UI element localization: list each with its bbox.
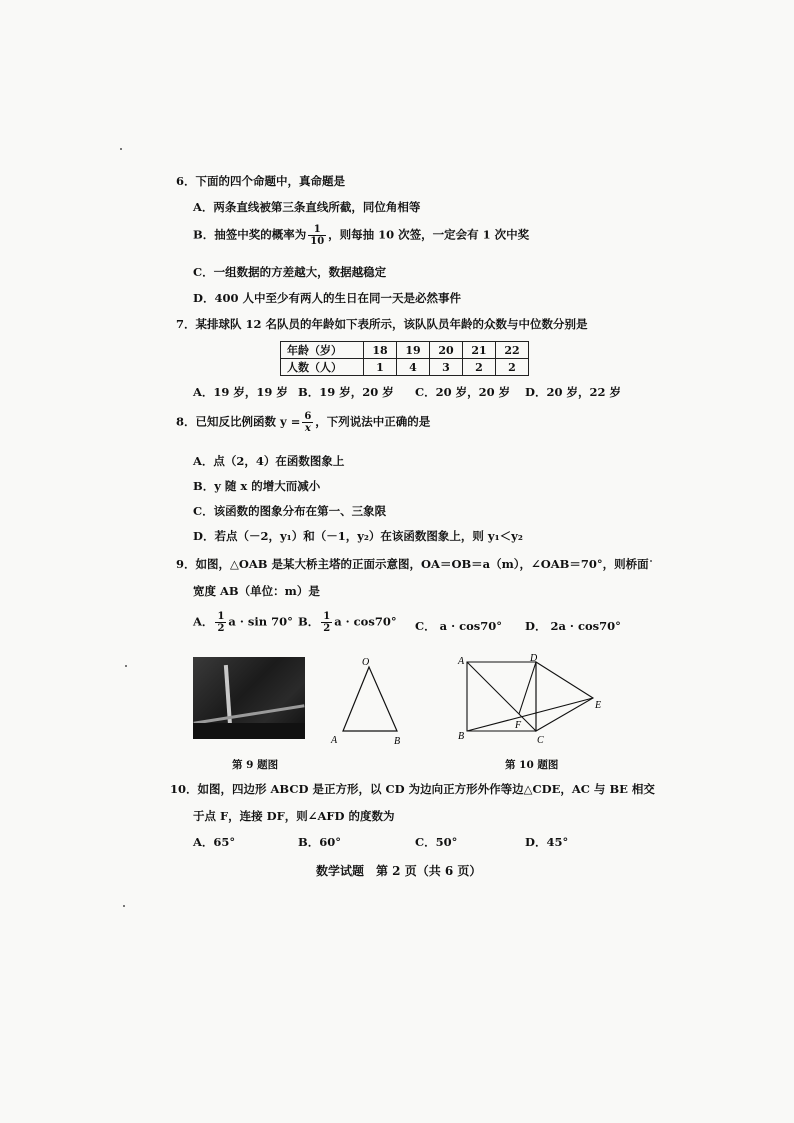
table-row — [281, 359, 529, 376]
point-label-d: D — [530, 653, 538, 664]
q6-option-b-post: ，则每抽 10 次签，一定会有 1 次中奖 — [328, 227, 530, 242]
table-cell: 3 — [430, 359, 463, 376]
table-header-count: 人数（人） — [281, 359, 364, 376]
q10-option-d: D．45° — [525, 835, 569, 849]
table-cell: 19 — [397, 342, 430, 359]
q10-option-c: C．50° — [415, 835, 458, 849]
table-cell: 4 — [397, 359, 430, 376]
point-label-e: E — [595, 700, 602, 711]
table-cell: 21 — [463, 342, 496, 359]
q10-stem-line2: 于点 F，连接 DF，则∠AFD 的度数为 — [193, 809, 395, 823]
table-cell: 2 — [463, 359, 496, 376]
point-label-o: O — [362, 657, 370, 668]
q10-stem-line1: 10．如图，四边形 ABCD 是正方形，以 CD 为边向正方形外作等边△CDE，AC 与 BE 相交 — [170, 782, 655, 796]
triangle-oab — [343, 667, 397, 731]
point-label-a: A — [458, 656, 465, 667]
q7-option-a: A．19 岁，19 岁 — [193, 385, 288, 399]
point-label-c: C — [537, 735, 544, 746]
q9-option-a-label: A． — [193, 614, 214, 629]
fig10-caption: 第 10 题图 — [505, 759, 559, 771]
line-be — [467, 698, 593, 731]
point-label-f: F — [515, 720, 522, 731]
point-label-b: B — [458, 731, 465, 742]
table-row — [281, 342, 529, 359]
line-ac — [467, 662, 536, 731]
q7-option-d: D．20 岁，22 岁 — [525, 385, 621, 399]
q9-option-b — [298, 611, 397, 634]
q6-option-c: C．一组数据的方差越大，数据越稳定 — [193, 265, 387, 279]
table-cell: 1 — [364, 359, 397, 376]
scan-speck — [120, 148, 122, 150]
q6-stem: 6．下面的四个命题中，真命题是 — [176, 174, 345, 188]
line-df — [519, 662, 536, 714]
q9-stem-line2: 宽度 AB（单位：m）是 — [193, 584, 320, 598]
q7-age-table — [280, 341, 529, 376]
q8-stem-post: ，下列说法中正确的是 — [315, 414, 431, 429]
q9-option-b-fraction: $\frac{1}{2}$ — [323, 611, 331, 634]
q9-option-d: D． 2a · cos70° — [525, 619, 621, 633]
table-cell: 18 — [364, 342, 397, 359]
q9-option-a — [193, 611, 293, 634]
q7-option-b: B．19 岁，20 岁 — [298, 385, 394, 399]
scan-speck — [650, 560, 652, 562]
q7-stem: 7．某排球队 12 名队员的年龄如下表所示，该队队员年龄的众数与中位数分别是 — [176, 317, 588, 331]
q6-fraction: $\frac{1}{10}$ — [310, 224, 325, 247]
q9-option-b-expr: a · cos70° — [334, 614, 397, 629]
q6-option-b-pre: B．抽签中奖的概率为 — [193, 227, 307, 242]
q9-option-a-expr: a · sin 70° — [228, 614, 293, 629]
q6-option-b — [193, 224, 529, 247]
bridge-tower-photo — [193, 657, 305, 739]
fig10-square-diagram — [455, 652, 610, 747]
table-cell: 22 — [496, 342, 529, 359]
table-header-age: 年龄（岁） — [281, 342, 364, 359]
q8-option-a: A．点（2，4）在函数图象上 — [193, 454, 345, 468]
scan-speck — [125, 665, 127, 667]
q8-fraction: $\frac{6}{x}$ — [304, 411, 312, 434]
q8-stem-pre: 8．已知反比例函数 y = — [176, 414, 301, 429]
q6-option-a: A．两条直线被第三条直线所截，同位角相等 — [193, 200, 421, 214]
fig9-caption: 第 9 题图 — [232, 759, 279, 771]
q8-stem — [176, 411, 430, 434]
triangle-cde — [536, 662, 593, 731]
q7-option-c: C．20 岁，20 岁 — [415, 385, 511, 399]
point-label-a: A — [331, 735, 338, 746]
page-footer: 数学试题 第 2 页（共 6 页） — [316, 864, 482, 878]
q8-option-b: B．y 随 x 的增大而减小 — [193, 479, 321, 493]
q8-option-d: D．若点（－2，y₁）和（－1，y₂）在该函数图象上，则 y₁＜y₂ — [193, 529, 523, 543]
table-cell: 20 — [430, 342, 463, 359]
fig9-triangle-diagram — [330, 655, 410, 747]
q10-option-b: B．60° — [298, 835, 341, 849]
scan-speck — [123, 905, 125, 907]
q10-option-a: A．65° — [193, 835, 236, 849]
q9-option-c: C． a · cos70° — [415, 619, 503, 633]
q6-option-d: D．400 人中至少有两人的生日在同一天是必然事件 — [193, 291, 461, 305]
q9-option-a-fraction: $\frac{1}{2}$ — [217, 611, 225, 634]
q8-option-c: C．该函数的图象分布在第一、三象限 — [193, 504, 387, 518]
point-label-b: B — [394, 736, 401, 747]
q9-stem-line1: 9．如图，△OAB 是某大桥主塔的正面示意图，OA＝OB＝a（m），∠OAB＝70°，则桥面 — [176, 557, 649, 571]
table-cell: 2 — [496, 359, 529, 376]
q9-option-b-label: B． — [298, 614, 320, 629]
